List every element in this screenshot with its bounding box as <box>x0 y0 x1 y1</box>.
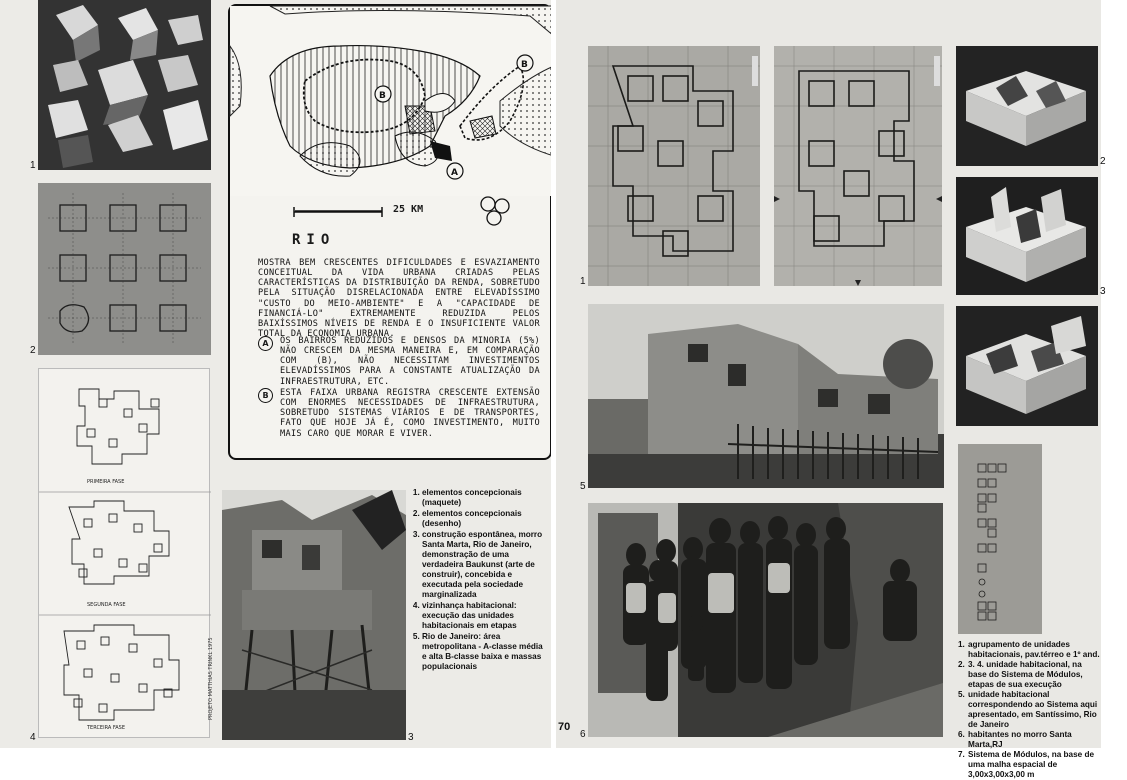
right-caption-text-4: habitantes no morro Santa Marta,RJ <box>968 730 1072 749</box>
photo-favela-construction <box>208 490 406 740</box>
right-figure-number-2: 2 <box>1100 156 1106 167</box>
right-caption-4 <box>958 730 1100 750</box>
phase-label-3: TERCEIRA FASE <box>87 725 126 731</box>
vertical-credit: PROJETO MATTHIAS TRINKL 1975 <box>208 637 214 720</box>
right-caption-marker-1: 1. <box>958 640 965 649</box>
right-figure-number-6: 6 <box>580 729 586 740</box>
photo-unit-model-3 <box>956 306 1098 426</box>
right-caption-text-5: Sistema de Módulos, na base de uma malha espacial de 3,00x3,00x3,00 m <box>968 750 1095 779</box>
figure-number-3: 3 <box>408 732 414 743</box>
photo-santa-marta-inhabitants <box>588 503 943 737</box>
map-panel <box>228 4 552 460</box>
legend-b-text: ESTA FAIXA URBANA REGISTRA CRESCENTE EXTENSÃO COM ENORMES NECESSIDADES DE INFRAESTRUTURA, SOBRETUDO SISTEMAS VIÁRIOS E DE TRANSPORTES, FATO QUE HOJE JÁ É, COMO INVESTIMENTO, MUITO MAIS CARO QUE MORAR E VIVER. <box>280 388 540 439</box>
right-caption-2 <box>958 660 1100 690</box>
left-captions <box>410 488 548 673</box>
right-captions <box>958 640 1100 780</box>
drawing-housing-phases <box>38 368 210 738</box>
page-number: 70 <box>558 721 571 733</box>
drawing-module-system <box>958 444 1042 634</box>
right-figure-number-5: 5 <box>580 481 586 492</box>
map-title: RIO <box>292 232 336 248</box>
phase-label-1: PRIMEIRA FASE <box>87 479 125 485</box>
photo-unit-model-2 <box>956 177 1098 295</box>
figure-number-4: 4 <box>30 732 36 743</box>
right-caption-3 <box>958 690 1100 730</box>
map-marker-a: A <box>451 168 458 178</box>
right-caption-1 <box>958 640 1100 660</box>
left-caption-5: 5. Rio de Janeiro: área metropolitana - A-classe média e alta B-classe baixa e massas populacionais <box>422 632 548 672</box>
map-intro-text: MOSTRA BEM CRESCENTES DIFICULDADES E ESVAZIAMENTO CONCEITUAL DA VIDA URBANA CRIADAS PELAS CARACTERÍSTICAS DA DISTRIBUIÇÃO DA RENDA, SOBRETUDO PELA SITUAÇÃO DISRELACIONADA ENTRE ELEVADÍSSIMO "CUSTO DO MEIO-AMBIENTE" E A "CAPACIDADE DE FINANCIÁ-LO" EXTREMAMENTE REDUZIDA PELOS BAIXÍSSIMOS NÍVEIS DE RENDA E O INSUFICIENTE VALOR TOTAL DA ECONOMIA URBANA. <box>258 258 540 339</box>
figure-number-1: 1 <box>30 160 36 171</box>
right-figure-number-3: 3 <box>1100 286 1106 297</box>
map-marker-b1: B <box>379 91 386 101</box>
left-caption-3: 3. construção espontânea, morro Santa Marta, Rio de Janeiro, demonstração de uma verdadeira Baukunst (arte de construir), concebida e executada pela sociedade marginalizada <box>422 530 548 600</box>
right-figure-number-1: 1 <box>580 276 586 287</box>
phase-label-2: SEGUNDA FASE <box>87 602 126 608</box>
photo-concept-model <box>38 0 211 170</box>
right-page <box>556 0 1106 779</box>
right-caption-text-2: 3. 4. unidade habitacional, na base do Sistema de Módulos, etapas de sua execução <box>968 660 1083 689</box>
left-page <box>0 0 551 748</box>
floor-plan-ground <box>588 46 760 286</box>
right-caption-marker-5: 7. <box>958 750 965 759</box>
legend-a-text: OS BAIRROS REDUZIDOS E DENSOS DA MINORIA (5%) NÃO CRESCEM DA MESMA MANEIRA E, EM COMPARAÇÃO COM (B), NÃO NECESSITAM INVESTIMENTOS ELEVADÍSSIMOS PARA A CONSTANTE ATUALIZAÇÃO DA INFRAESTRUTURA, ETC. <box>280 336 540 387</box>
floor-plan-first <box>774 46 942 286</box>
scale-label: 25 KM <box>393 204 424 215</box>
left-caption-2: 2. elementos concepcionais (desenho) <box>422 509 548 529</box>
legend-item-b <box>258 388 540 439</box>
legend-item-a <box>258 336 540 387</box>
figure-number-2: 2 <box>30 345 36 356</box>
right-caption-5 <box>958 750 1100 780</box>
left-caption-1: 1. elementos concepcionais (maquete) <box>422 488 548 508</box>
right-caption-marker-4: 6. <box>958 730 965 739</box>
left-caption-4: 4. vizinhança habitacional: execução das unidades habitacionais em etapas <box>422 601 548 631</box>
legend-a-badge: A <box>258 336 273 351</box>
photo-house-santissimo <box>588 304 944 488</box>
legend-b-badge: B <box>258 388 273 403</box>
map-marker-b2: B <box>521 60 528 70</box>
drawing-concept-grid <box>38 183 211 355</box>
right-caption-marker-2: 2. <box>958 660 965 669</box>
circles-symbol <box>476 192 516 232</box>
scale-bar <box>292 206 392 218</box>
right-caption-text-3: unidade habitacional correspondendo ao Sistema aqui apresentado, em Santíssimo, Rio de Janeiro <box>968 690 1098 729</box>
photo-unit-model-1 <box>956 46 1098 166</box>
right-caption-marker-3: 5. <box>958 690 965 699</box>
right-caption-text-1: agrupamento de unidades habitacionais, pav.térreo e 1º and. <box>968 640 1100 659</box>
